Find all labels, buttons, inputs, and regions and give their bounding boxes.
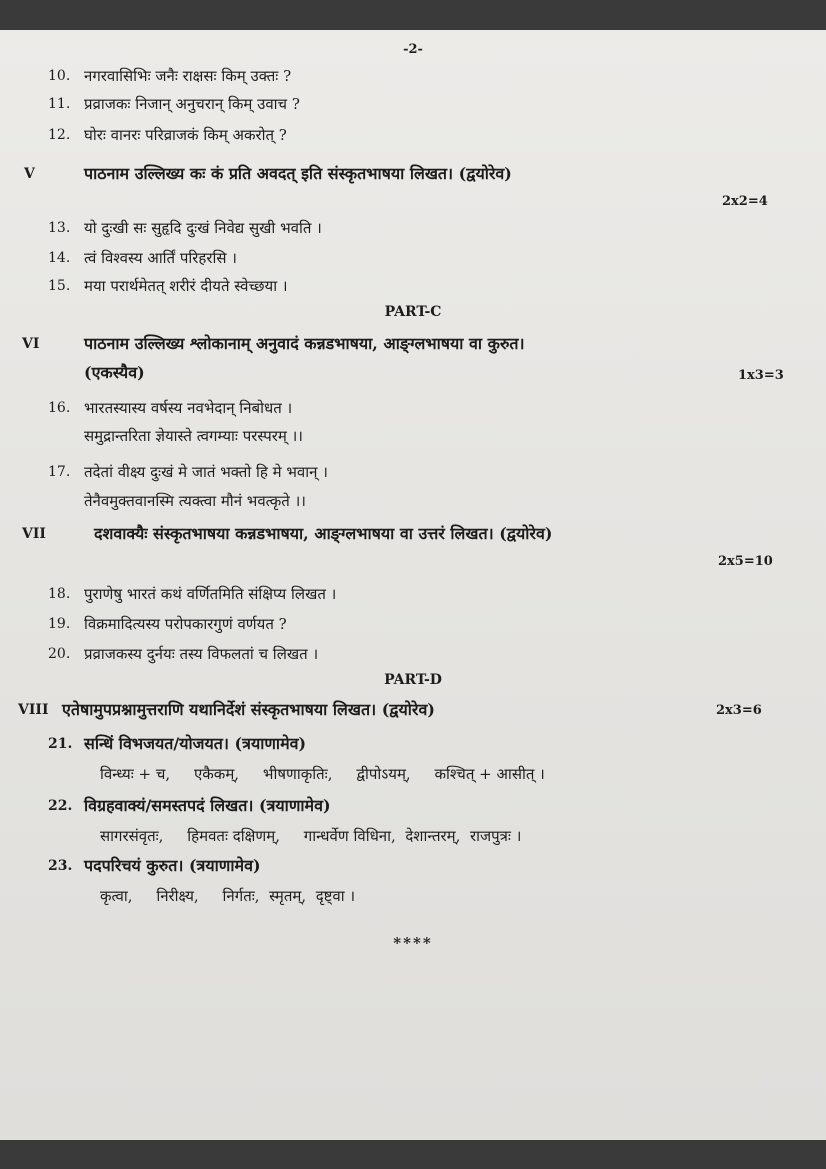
question-number: 21. [48,736,73,752]
answer-options: विन्ध्यः + च, एकैकम्, भीषणाकृतिः, द्वीपोऽयम्, कश्चित् + आसीत् । [100,765,545,783]
section-vii-marks: 2x5=10 [718,554,773,569]
exam-page [0,30,826,1140]
section-label: VIII [18,702,49,718]
question-heading: विग्रहवाक्यं/समस्तपदं लिखत। (त्रयाणामेव) [84,796,331,815]
question-number: 17. [48,464,71,480]
answer-options: सागरसंवृतः, हिमवतः दक्षिणम्, गान्धर्वेण विधिना, देशान्तरम्, राजपुत्रः । [100,827,522,845]
verse-line-1: तदेतां वीक्ष्य दुःखं मे जातं भक्तो हि मे भवान् । [84,463,328,481]
question-number: 16. [48,400,71,416]
question-number: 19. [48,616,71,632]
question-number: 22. [48,798,73,814]
question-number: 18. [48,586,71,602]
question-text: यो दुःखी सः सुहृदि दुःखं निवेद्य सुखी भवति । [84,219,322,237]
section-label: VII [22,526,46,542]
question-heading: सन्धिं विभजयत/योजयत। (त्रयाणामेव) [84,734,307,753]
section-label: V [24,166,35,182]
question-number: 13. [48,220,71,236]
verse-line-1: भारतस्यास्य वर्षस्य नवभेदान् निबोधत । [84,399,293,417]
question-number: 12. [48,127,71,143]
question-text: विक्रमादित्यस्य परोपकारगुणं वर्णयत ? [84,615,287,633]
question-text: नगरवासिभिः जनैः राक्षसः किम् उक्तः ? [84,67,292,85]
part-c-heading: PART-C [384,304,442,320]
section-instruction: पाठनाम उल्लिख्य श्लोकानाम् अनुवादं कन्नडभाषया, आङ्ग्लभाषया वा कुरुत। [84,334,525,353]
question-text: त्वं विश्वस्य आर्तिं परिहरसि । [84,249,237,267]
section-instruction: दशवाक्यैः संस्कृतभाषया कन्नडभाषया, आङ्ग्लभाषया वा उत्तरं लिखत। (द्वयोरेव) [94,524,553,543]
section-vi-marks: 1x3=3 [738,368,784,383]
question-number: 15. [48,278,71,294]
question-number: 20. [48,646,71,662]
verse-line-2: तेनैवमुक्तवानस्मि त्यक्त्वा मौनं भवत्कृते ।। [84,492,306,510]
question-text: मया परार्थमेतत् शरीरं दीयते स्वेच्छया । [84,277,288,295]
question-number: 10. [48,68,71,84]
part-d-heading: PART-D [384,672,442,688]
question-number: 11. [48,96,71,112]
question-heading: पदपरिचयं कुरुत। (त्रयाणामेव) [84,856,261,875]
section-viii-marks: 2x3=6 [716,703,762,718]
section-scope: (एकस्यैव) [84,363,145,382]
page-number: -2- [403,42,423,57]
section-v-marks: 2x2=4 [722,194,768,209]
question-text: घोरः वानरः परिव्राजकं किम् अकरोत् ? [84,126,287,144]
answer-options: कृत्वा, निरीक्ष्य, निर्गतः, स्मृतम्, दृष्ट्वा । [100,887,356,905]
section-label: VI [22,336,40,352]
question-number: 23. [48,858,73,874]
verse-line-2: समुद्रान्तरिता ज्ञेयास्ते त्वगम्याः परस्परम् ।। [84,427,303,445]
section-instruction: एतेषामुपप्रश्नामुत्तराणि यथानिर्देशं संस्कृतभाषया लिखत। (द्वयोरेव) [62,700,435,719]
section-instruction: पाठनाम उल्लिख्य कः कं प्रति अवदत् इति संस्कृतभाषया लिखत। (द्वयोरेव) [84,164,512,183]
question-text: प्रव्राजकस्य दुर्नयः तस्य विफलतां च लिखत । [84,645,319,663]
question-text: पुराणेषु भारतं कथं वर्णितमिति संक्षिप्य लिखत । [84,585,337,603]
question-number: 14. [48,250,71,266]
end-mark: **** [393,934,433,952]
question-text: प्रव्राजकः निजान् अनुचरान् किम् उवाच ? [84,95,300,113]
